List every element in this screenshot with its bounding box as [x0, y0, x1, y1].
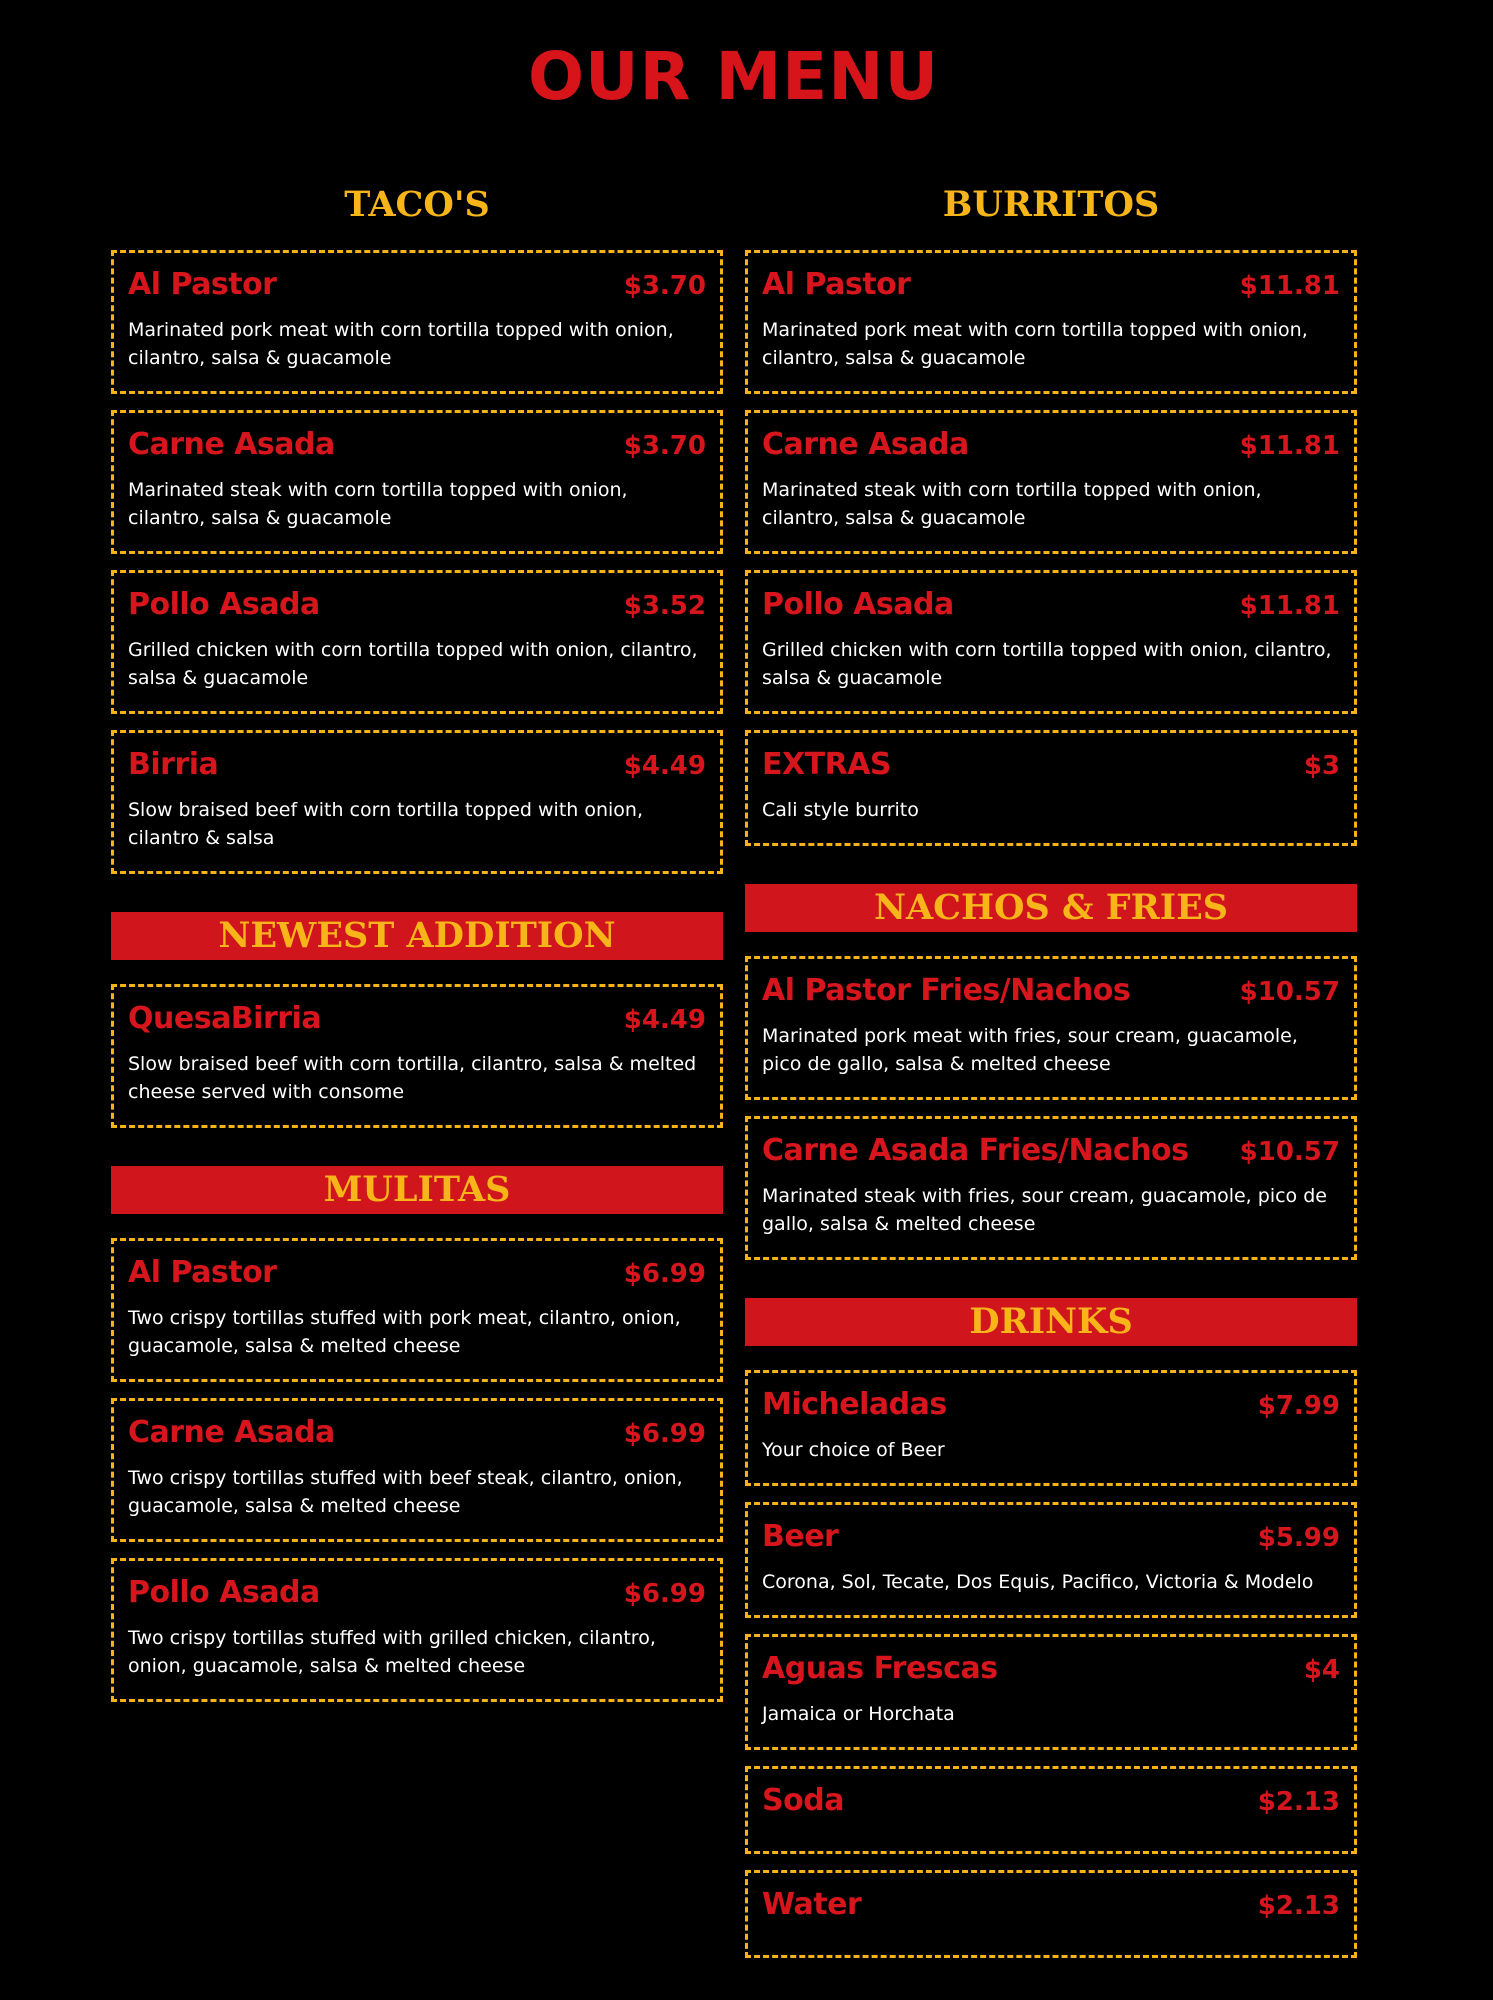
page-title: OUR MENU: [527, 38, 940, 115]
item-price: $6.99: [623, 1419, 706, 1449]
item-description: Two crispy tortillas stuffed with grilled chicken, cilantro, onion, guacamole, salsa & melted cheese: [128, 1627, 656, 1677]
item-name: Soda: [762, 1783, 844, 1818]
item-name: Pollo Asada: [128, 1575, 320, 1610]
item-name: EXTRAS: [762, 747, 892, 782]
menu-item[interactable]: [745, 956, 1357, 1100]
item-price: $10.57: [1239, 1137, 1340, 1167]
item-price: $11.81: [1239, 431, 1340, 461]
section-heading-burritos: BURRITOS: [942, 184, 1160, 225]
item-price: $3.52: [623, 591, 706, 621]
right-column: [745, 184, 1357, 1974]
item-price: $3.70: [623, 271, 706, 301]
section-heading-nachos: NACHOS & FRIES: [745, 884, 1357, 932]
item-name: Carne Asada: [128, 1415, 335, 1450]
menu-item[interactable]: [111, 250, 723, 394]
menu-item[interactable]: [745, 730, 1357, 846]
item-price: $11.81: [1239, 271, 1340, 301]
item-name: Al Pastor: [762, 267, 911, 302]
item-name: Carne Asada: [128, 427, 335, 462]
item-price: $3: [1303, 751, 1340, 781]
item-description: Marinated steak with corn tortilla topped with onion, cilantro, salsa & guacamole: [128, 479, 628, 529]
item-name: Pollo Asada: [762, 587, 954, 622]
menu-item[interactable]: [111, 1558, 723, 1702]
item-name: Pollo Asada: [128, 587, 320, 622]
menu-item[interactable]: [745, 570, 1357, 714]
item-description: Marinated pork meat with fries, sour cream, guacamole, pico de gallo, salsa & melted cheese: [762, 1025, 1298, 1075]
section-heading-newest: NEWEST ADDITION: [111, 912, 723, 960]
item-name: Al Pastor: [128, 267, 277, 302]
item-description: Slow braised beef with corn tortilla, cilantro, salsa & melted cheese served with consome: [128, 1053, 697, 1103]
item-price: $11.81: [1239, 591, 1340, 621]
item-price: $4: [1303, 1655, 1340, 1685]
item-description: Cali style burrito: [762, 799, 919, 821]
item-description: Grilled chicken with corn tortilla topped with onion, cilantro, salsa & guacamole: [762, 639, 1332, 689]
item-description: Corona, Sol, Tecate, Dos Equis, Pacifico, Victoria & Modelo: [762, 1571, 1314, 1593]
item-name: Al Pastor: [128, 1255, 277, 1290]
item-price: $4.49: [623, 751, 706, 781]
left-column: [111, 184, 723, 1718]
item-description: Your choice of Beer: [762, 1439, 945, 1461]
item-description: Grilled chicken with corn tortilla topped with onion, cilantro, salsa & guacamole: [128, 639, 698, 689]
section-heading-tacos: TACO'S: [344, 184, 490, 225]
section-heading-mulitas: MULITAS: [111, 1166, 723, 1214]
menu-item[interactable]: [745, 1370, 1357, 1486]
section-heading-drinks: DRINKS: [745, 1298, 1357, 1346]
item-description: Two crispy tortillas stuffed with pork meat, cilantro, onion, guacamole, salsa & melted cheese: [128, 1307, 681, 1357]
item-description: Marinated steak with fries, sour cream, guacamole, pico de gallo, salsa & melted cheese: [762, 1185, 1327, 1235]
menu-item[interactable]: [745, 410, 1357, 554]
item-name: Carne Asada: [762, 427, 969, 462]
menu-item[interactable]: [745, 250, 1357, 394]
item-price: $6.99: [623, 1579, 706, 1609]
item-name: Beer: [762, 1519, 839, 1554]
item-name: Micheladas: [762, 1387, 947, 1422]
menu-item[interactable]: [111, 730, 723, 874]
item-price: $4.49: [623, 1005, 706, 1035]
menu-item[interactable]: [745, 1870, 1357, 1958]
item-description: Two crispy tortillas stuffed with beef steak, cilantro, onion, guacamole, salsa & melted cheese: [128, 1467, 683, 1517]
menu-item[interactable]: [745, 1766, 1357, 1854]
item-name: Birria: [128, 747, 219, 782]
item-name: Al Pastor Fries/Nachos: [762, 973, 1131, 1008]
item-description: Jamaica or Horchata: [762, 1703, 955, 1725]
item-description: Marinated pork meat with corn tortilla topped with onion, cilantro, salsa & guacamole: [762, 319, 1308, 369]
item-price: $7.99: [1257, 1391, 1340, 1421]
menu-item[interactable]: [111, 570, 723, 714]
menu-item[interactable]: [111, 1398, 723, 1542]
item-price: $5.99: [1257, 1523, 1340, 1553]
item-price: $2.13: [1257, 1787, 1340, 1817]
item-name: QuesaBirria: [128, 1001, 322, 1036]
menu-item[interactable]: [111, 984, 723, 1128]
item-name: Carne Asada Fries/Nachos: [762, 1133, 1189, 1168]
menu-item[interactable]: [745, 1116, 1357, 1260]
item-description: Slow braised beef with corn tortilla topped with onion, cilantro & salsa: [128, 799, 644, 849]
menu-item[interactable]: [745, 1502, 1357, 1618]
menu-item[interactable]: [745, 1634, 1357, 1750]
item-price: $3.70: [623, 431, 706, 461]
item-description: Marinated pork meat with corn tortilla topped with onion, cilantro, salsa & guacamole: [128, 319, 674, 369]
menu-item[interactable]: [111, 410, 723, 554]
item-name: Aguas Frescas: [762, 1651, 998, 1686]
item-price: $6.99: [623, 1259, 706, 1289]
item-name: Water: [762, 1887, 862, 1922]
menu-item[interactable]: [111, 1238, 723, 1382]
item-price: $10.57: [1239, 977, 1340, 1007]
item-description: Marinated steak with corn tortilla topped with onion, cilantro, salsa & guacamole: [762, 479, 1262, 529]
item-price: $2.13: [1257, 1891, 1340, 1921]
